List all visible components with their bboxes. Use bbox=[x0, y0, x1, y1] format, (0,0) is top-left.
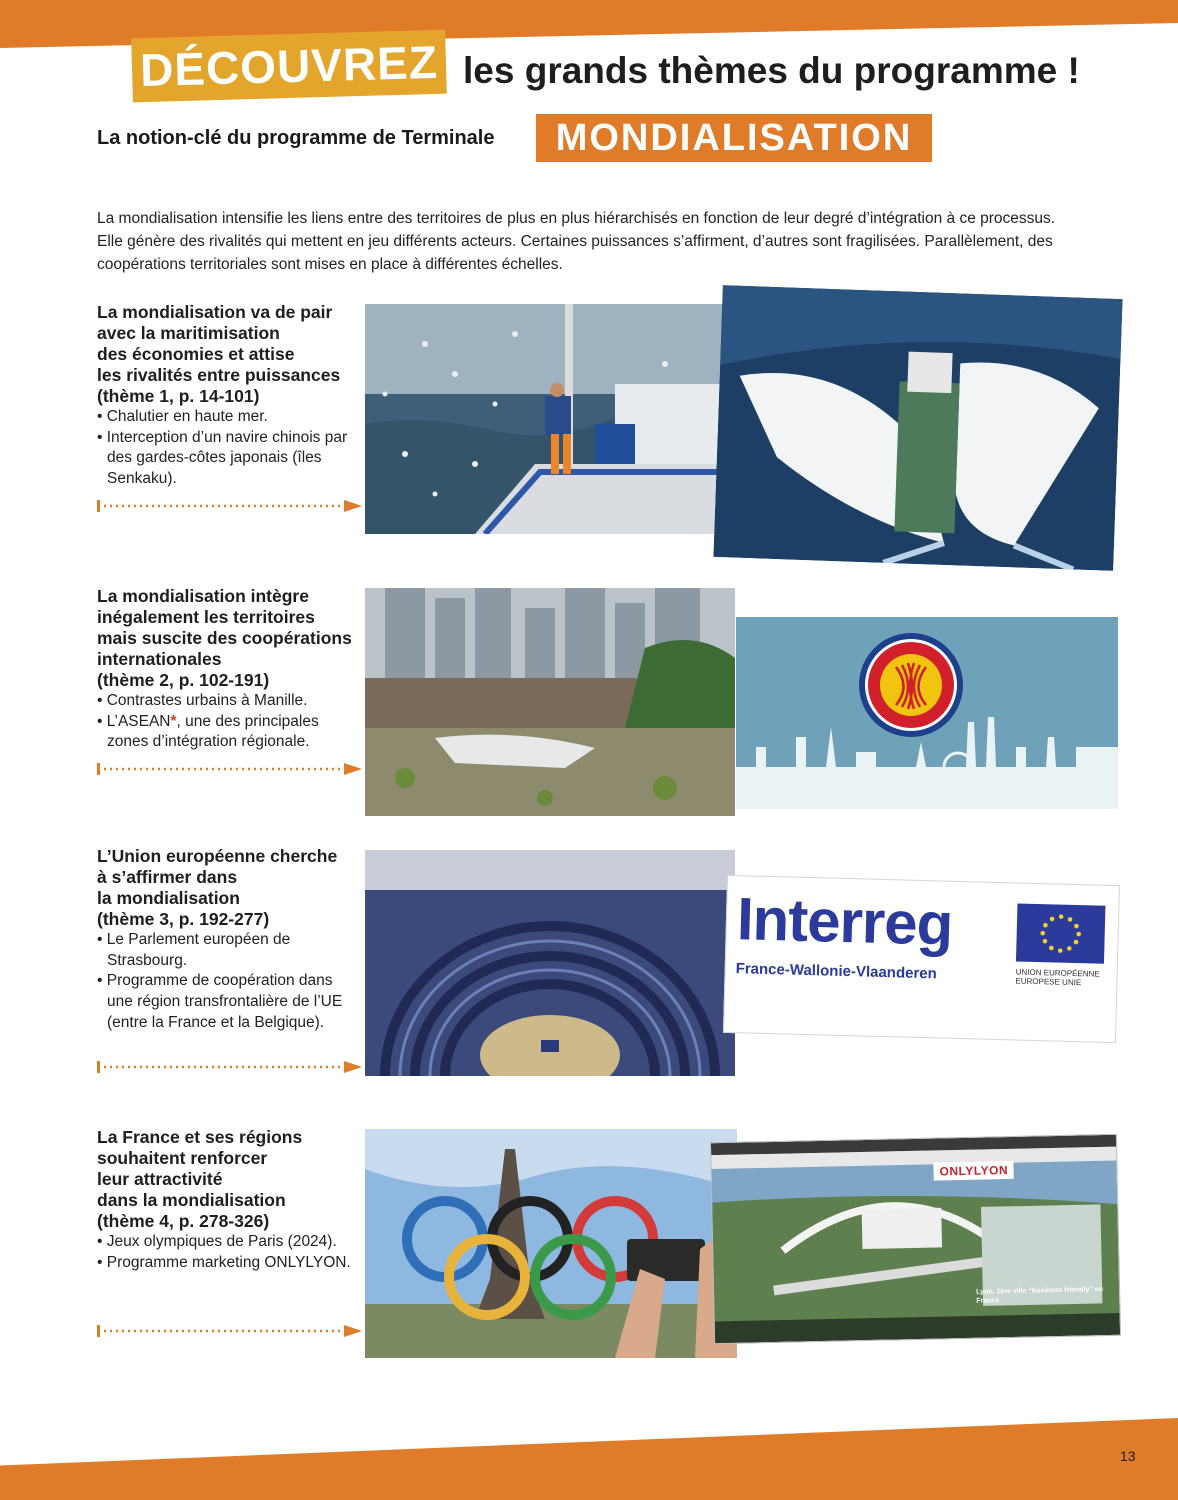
interreg-logo-text: Interreg bbox=[736, 885, 954, 958]
decouvrez-badge bbox=[131, 30, 447, 103]
interreg-logo-card bbox=[723, 875, 1120, 1043]
theme-4-title-line: dans la mondialisation bbox=[97, 1190, 286, 1210]
theme-3-bullets bbox=[97, 930, 362, 1034]
theme-3-title-line: la mondialisation bbox=[97, 888, 240, 908]
decouvrez-text: DÉCOUVREZ bbox=[139, 35, 439, 97]
intro-paragraph: La mondialisation intensifie les liens entre des territoires de plus en plus hiérarchisés en fonction de leur degré d’intégration à ce processus. Elle génère des rivalités qui mettent en jeu différents acteurs. Certaines puissances s’affirment, d’autres sont fragilisées. Parallèlement, des coopérations territoriales sont mises en place à différentes échelles. bbox=[97, 210, 1056, 273]
notion-badge-text: MONDIALISATION bbox=[555, 116, 913, 159]
theme-1-bullet: • Chalutier en haute mer. bbox=[97, 407, 362, 428]
theme-1-title-line: des économies et attise bbox=[97, 344, 295, 364]
theme-2-arrow-icon bbox=[97, 761, 362, 777]
trawler-photo bbox=[365, 304, 730, 534]
theme-4-text bbox=[97, 1127, 362, 1273]
theme-4-title bbox=[97, 1127, 362, 1211]
theme-4-arrow-icon bbox=[97, 1323, 362, 1339]
european-parliament-photo bbox=[365, 850, 735, 1076]
eu-flag-icon bbox=[1016, 903, 1105, 963]
theme-3-title-line: à s’affirmer dans bbox=[97, 867, 238, 887]
eu-label-nl: EUROPESE UNIE bbox=[1015, 976, 1082, 988]
page-number: 13 bbox=[1120, 1448, 1136, 1464]
theme-3-bullet: • Le Parlement européen de Strasbourg. bbox=[97, 930, 362, 971]
paris-olympic-rings-photo bbox=[365, 1129, 737, 1358]
theme-4-title-line: La France et ses régions bbox=[97, 1127, 303, 1147]
theme-1-title-line: La mondialisation va de pair bbox=[97, 302, 333, 322]
glossary-asterisk[interactable]: * bbox=[170, 712, 177, 730]
asean-label: L’ASEAN bbox=[106, 712, 171, 730]
theme-1-ref: (thème 1, p. 14-101) bbox=[97, 386, 260, 406]
theme-4-bullet: • Jeux olympiques de Paris (2024). bbox=[97, 1232, 362, 1253]
theme-3-title bbox=[97, 846, 362, 909]
theme-3-bullet: • Programme de coopération dans une région transfrontalière de l’UE (entre la France et la Belgique). bbox=[97, 971, 362, 1033]
theme-2-text bbox=[97, 586, 362, 753]
theme-1-title-line: avec la maritimisation bbox=[97, 323, 280, 343]
asean-emblem-image bbox=[736, 617, 1118, 809]
theme-1-title bbox=[97, 302, 362, 386]
theme-1-text bbox=[97, 302, 362, 490]
theme-1-bullets bbox=[97, 407, 362, 490]
asean-description: , une des principales zones d’intégration régionale. bbox=[107, 712, 319, 751]
theme-4-bullets bbox=[97, 1232, 362, 1273]
manila-contrasts-photo bbox=[365, 588, 735, 816]
theme-2-title-line: mais suscite des coopérations bbox=[97, 628, 352, 648]
theme-2-bullet-asean bbox=[97, 712, 362, 753]
theme-3-text bbox=[97, 846, 362, 1034]
theme-4-title-line: leur attractivité bbox=[97, 1169, 223, 1189]
interreg-colored-dots bbox=[879, 1002, 1120, 1043]
theme-4-title-line: souhaitent renforcer bbox=[97, 1148, 268, 1168]
theme-2-title-line: inégalement les territoires bbox=[97, 607, 315, 627]
theme-4-ref: (thème 4, p. 278-326) bbox=[97, 1211, 270, 1231]
theme-4-bullet: • Programme marketing ONLYLYON. bbox=[97, 1253, 362, 1274]
interreg-region-text: France-Wallonie-Vlaanderen bbox=[735, 960, 938, 983]
theme-2-bullets bbox=[97, 691, 362, 753]
theme-2-title-line: La mondialisation intègre bbox=[97, 586, 309, 606]
theme-3-title-line: L’Union européenne cherche bbox=[97, 846, 338, 866]
onlylyon-caption: Lyon, 1ère ville “business friendly” en France bbox=[976, 1286, 1104, 1305]
onlylyon-website-screenshot bbox=[710, 1134, 1121, 1344]
theme-1-title-line: les rivalités entre puissances bbox=[97, 365, 341, 385]
theme-2-ref: (thème 2, p. 102-191) bbox=[97, 670, 270, 690]
page-title: les grands thèmes du programme ! bbox=[463, 50, 1080, 91]
bottom-orange-band bbox=[0, 1418, 1178, 1500]
eu-label-fr: UNION EUROPÉENNE bbox=[1015, 967, 1100, 979]
theme-2-bullet: • Contrastes urbains à Manille. bbox=[97, 691, 362, 712]
onlylyon-brand: ONLYLYON bbox=[933, 1161, 1014, 1181]
theme-3-ref: (thème 3, p. 192-277) bbox=[97, 909, 270, 929]
senkaku-coastguard-photo bbox=[713, 285, 1122, 571]
theme-2-title-line: internationales bbox=[97, 649, 222, 669]
theme-3-arrow-icon bbox=[97, 1059, 362, 1075]
theme-1-bullet: • Interception d’un navire chinois par des gardes-côtes japonais (îles Senkaku). bbox=[97, 428, 362, 490]
notion-badge bbox=[536, 114, 932, 162]
notion-label: La notion-clé du programme de Terminale bbox=[97, 127, 495, 149]
theme-2-title bbox=[97, 586, 362, 670]
theme-1-arrow-icon bbox=[97, 498, 362, 514]
